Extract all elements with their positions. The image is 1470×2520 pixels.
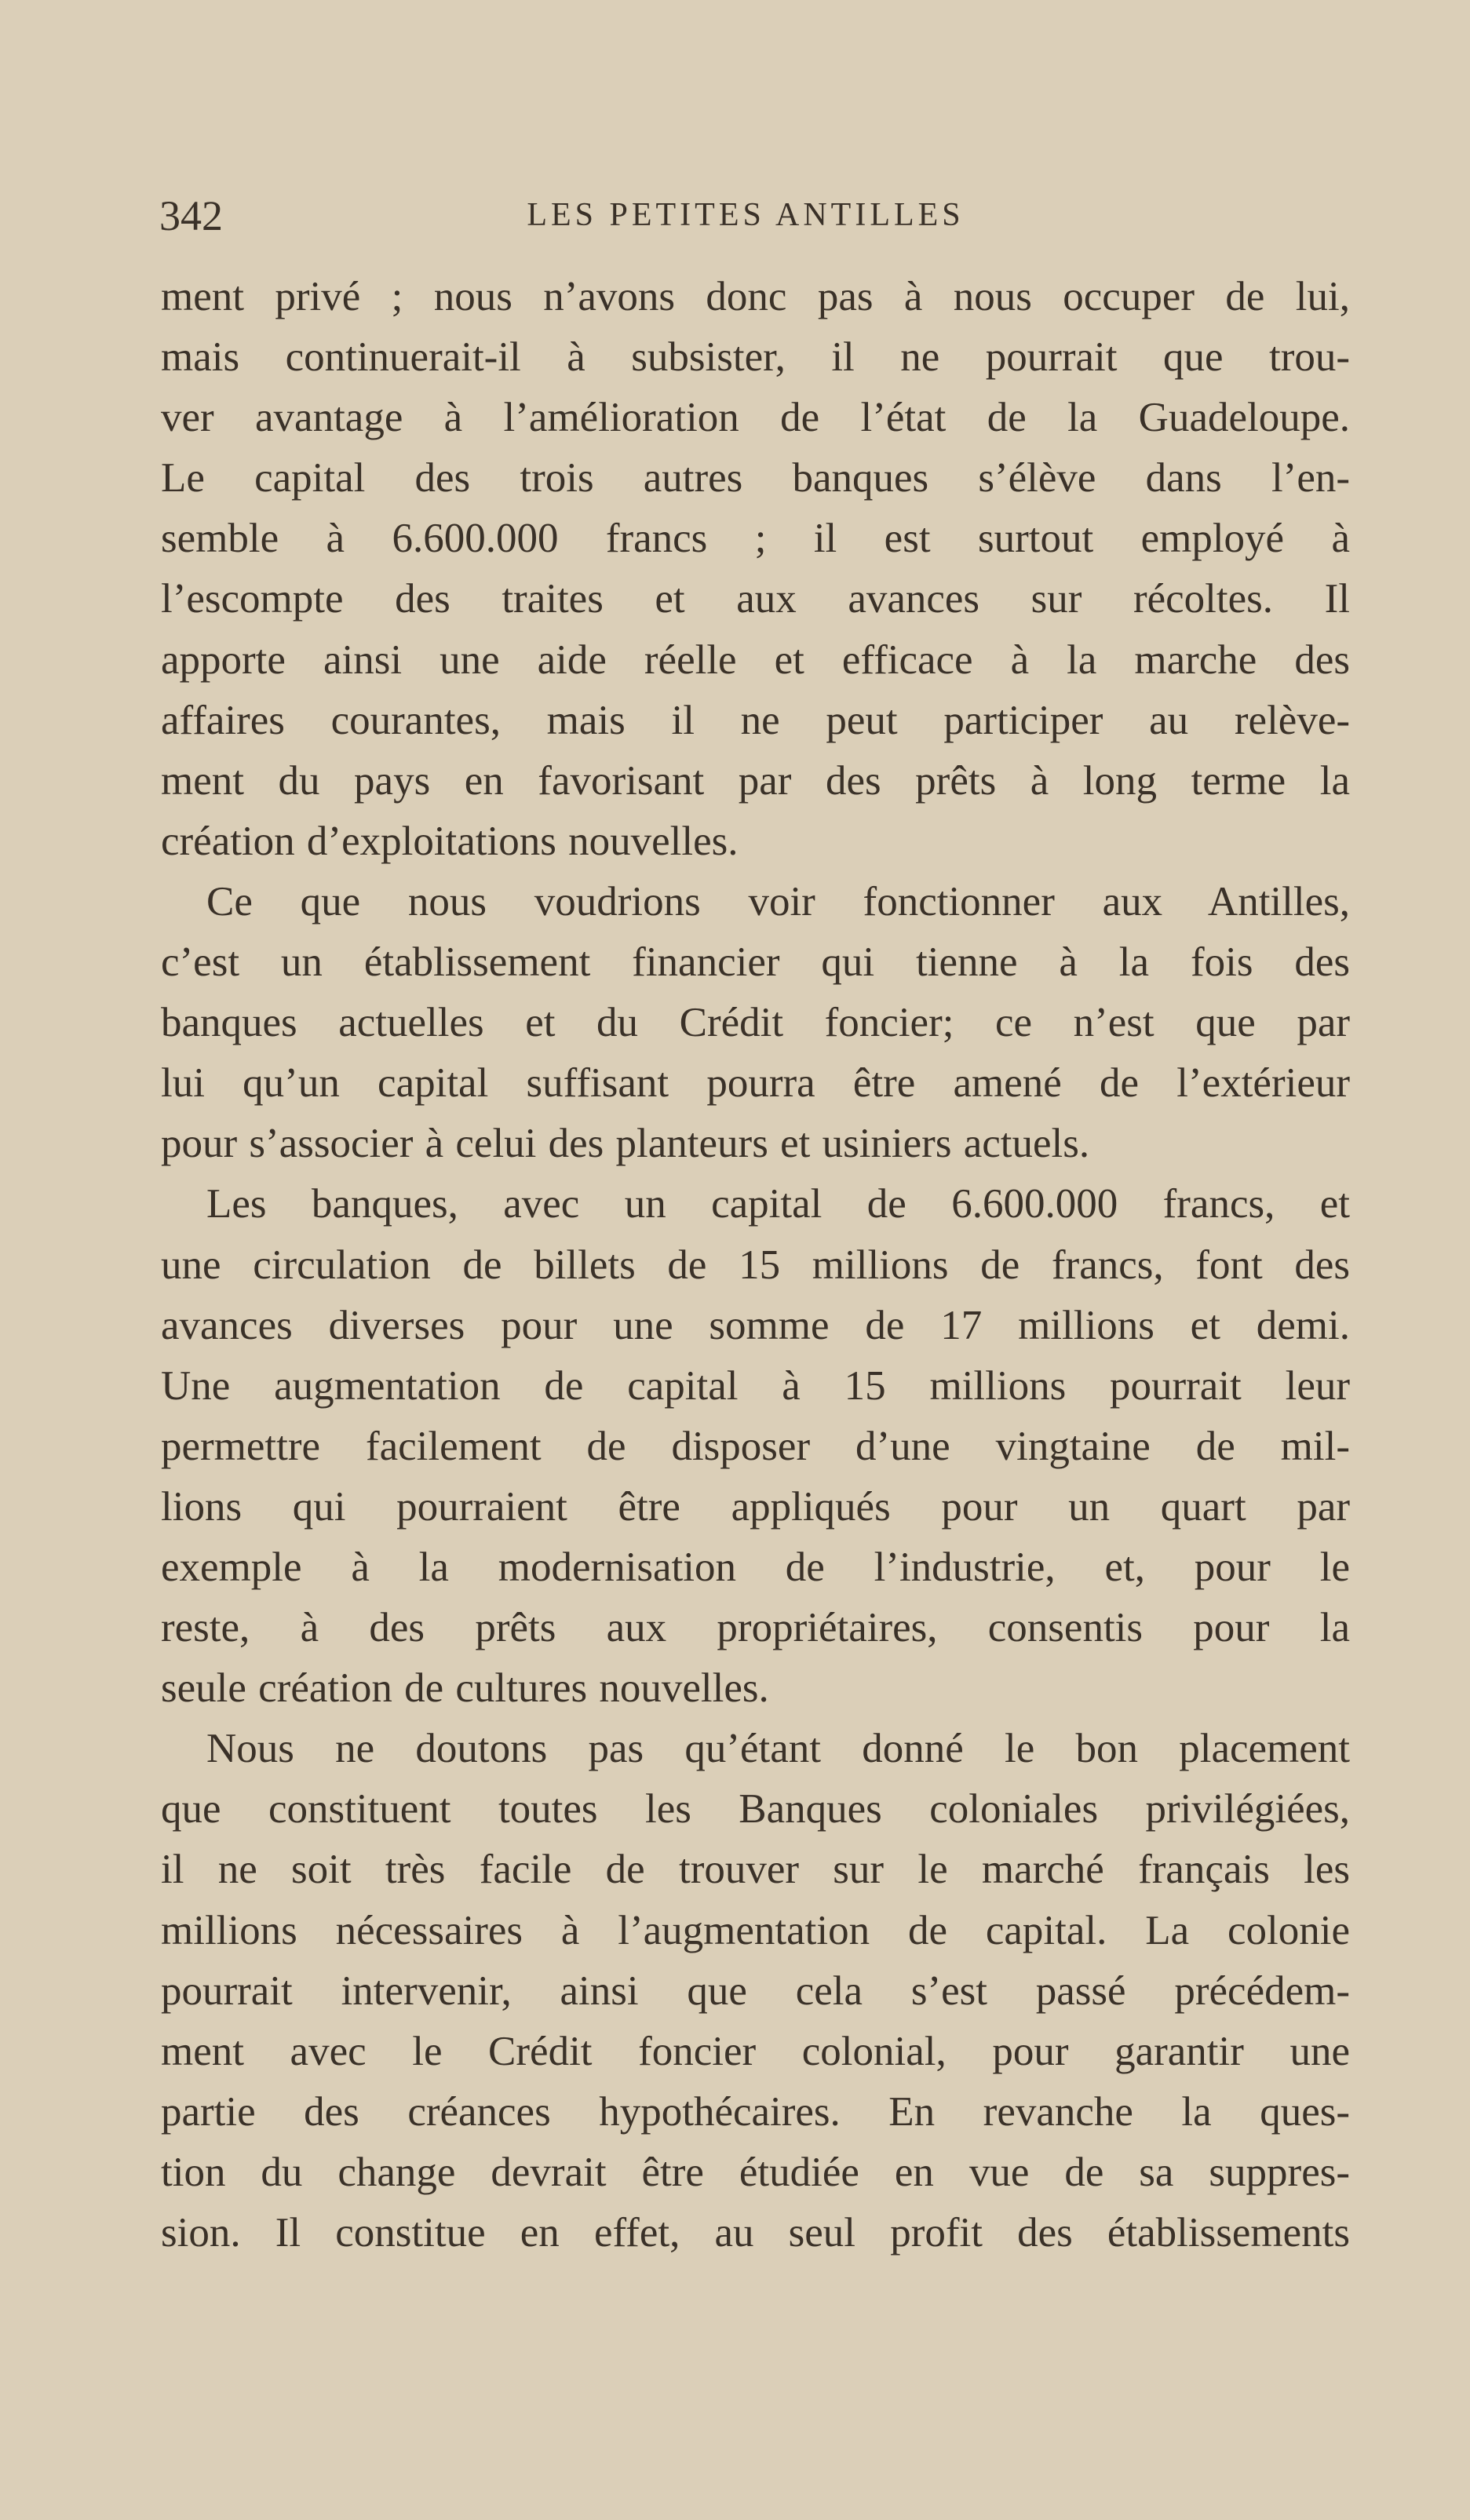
text-line: seule création de cultures nouvelles. — [161, 1665, 769, 1712]
text-line: ment privé ; nous n’avons donc pas à nous occuper de lui, — [161, 274, 1350, 319]
body-text — [161, 267, 1350, 2263]
text-line: apporte ainsi une aide réelle et efficace à la marche des — [161, 636, 1350, 683]
text-line: pour s’associer à celui des planteurs et usiniers actuels. — [161, 1121, 1090, 1167]
text-line: Les banques, avec un capital de 6.600.000 francs, et — [206, 1181, 1350, 1227]
text-line: il ne soit très facile de trouver sur le marché français les — [161, 1847, 1350, 1893]
text-line: ment avec le Crédit foncier colonial, pour garantir une — [161, 2028, 1350, 2074]
text-line: c’est un établissement financier qui tienne à la fois des — [161, 939, 1350, 986]
text-line: création d’exploitations nouvelles. — [161, 818, 739, 864]
text-line: permettre facilement de disposer d’une vingtaine de mil- — [161, 1423, 1350, 1469]
text-line: sion. Il constitue en effet, au seul profit des établissements — [161, 2210, 1350, 2256]
text-line: semble à 6.600.000 francs ; il est surtout employé à — [161, 516, 1350, 562]
text-line: Le capital des trois autres banques s’élève dans l’en- — [161, 455, 1350, 501]
text-line: affaires courantes, mais il ne peut participer au relève- — [161, 697, 1350, 743]
text-line: Nous ne doutons pas qu’étant donné le bon placement — [206, 1726, 1350, 1772]
text-line: banques actuelles et du Crédit foncier; ce n’est que par — [161, 1000, 1350, 1046]
text-line: partie des créances hypothécaires. En revanche la ques- — [161, 2088, 1350, 2135]
text-line: millions nécessaires à l’augmentation de capital. La colonie — [161, 1907, 1350, 1953]
text-line: ver avantage à l’amélioration de l’état de la Guadeloupe. — [161, 395, 1350, 441]
text-line: Ce que nous voudrions voir fonctionner aux Antilles, — [206, 878, 1350, 924]
text-line: reste, à des prêts aux propriétaires, consentis pour la — [161, 1605, 1350, 1651]
text-line: une circulation de billets de 15 millions de francs, font des — [161, 1242, 1350, 1288]
text-line: que constituent toutes les Banques coloniales privilégiées, — [161, 1786, 1350, 1833]
page-number: 342 — [159, 192, 223, 239]
text-line: pourrait intervenir, ainsi que cela s’est passé précédem- — [161, 1967, 1350, 2014]
text-line: lions qui pourraient être appliqués pour un quart par — [161, 1483, 1350, 1530]
text-line: tion du change devrait être étudiée en vue de sa suppres- — [161, 2149, 1350, 2195]
text-line: ment du pays en favorisant par des prêts à long terme la — [161, 757, 1350, 804]
text-line: lui qu’un capital suffisant pourra être amené de l’extérieur — [161, 1060, 1350, 1107]
text-line: avances diverses pour une somme de 17 millions et demi. — [161, 1302, 1350, 1348]
text-line: l’escompte des traites et aux avances sur récoltes. Il — [161, 576, 1350, 622]
text-line: mais continuerait-il à subsister, il ne pourrait que trou- — [161, 334, 1350, 381]
text-line: exemple à la modernisation de l’industrie, et, pour le — [161, 1544, 1350, 1590]
text-line: Une augmentation de capital à 15 millions pourrait leur — [161, 1362, 1350, 1409]
running-title: LES PETITES ANTILLES — [527, 197, 965, 233]
